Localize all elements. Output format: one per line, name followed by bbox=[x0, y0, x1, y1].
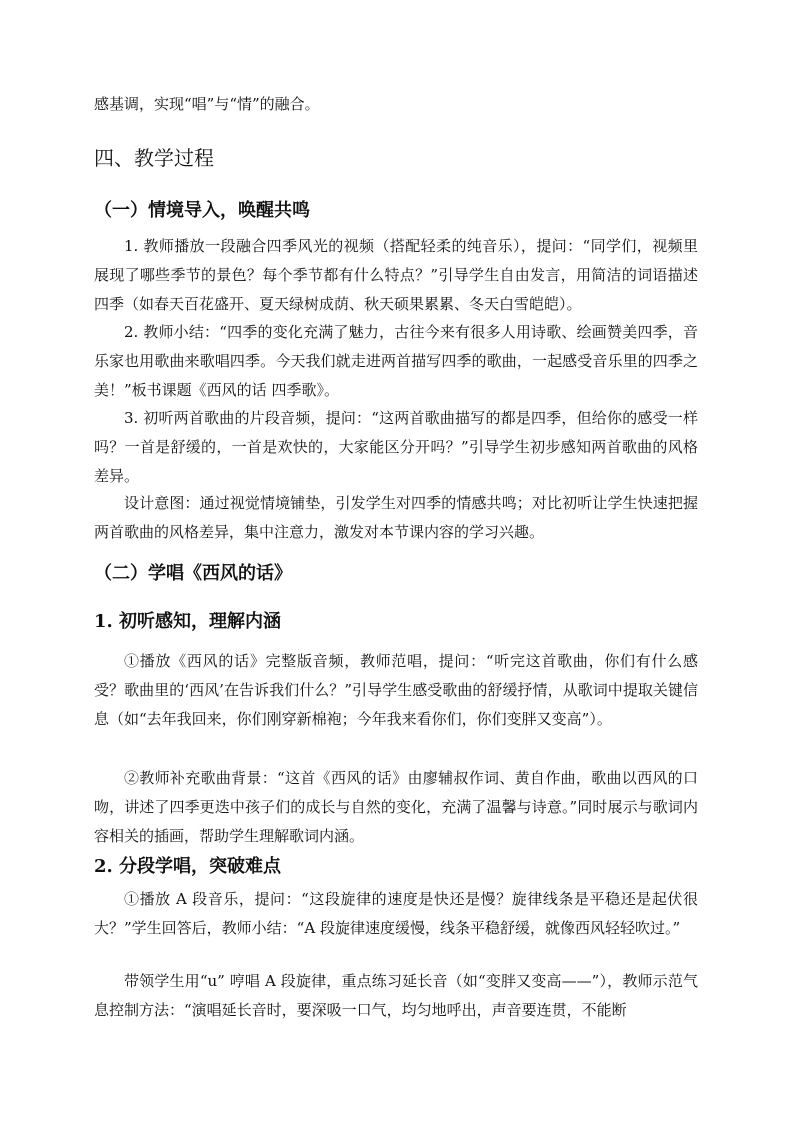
paragraph: 带领学生用“u” 哼唱 A 段旋律，重点练习延长音（如“变胖又变高——”），教师示范气息控制方法：“演唱延长音时，要深吸一口气，均匀地呼出，声音要连贯，不能断 bbox=[94, 972, 698, 1019]
paragraph: 1. 教师播放一段融合四季风光的视频（搭配轻柔的纯音乐），提问：“同学们，视频里展现了哪些季节的景色？每个季节都有什么特点？”引导学生自由发言，用简洁的词语描述四季（如春天百花盛开、夏天绿树成荫、秋天硕果累累、冬天白雪皑皑）。 bbox=[94, 237, 698, 313]
paragraph: ①播放 A 段音乐，提问：“这段旋律的速度是快还是慢？旋律线条是平稳还是起伏很大？”学生回答后，教师小结：“A 段旋律速度缓慢，线条平稳舒缓，就像西风轻轻吹过。” bbox=[94, 890, 698, 937]
subsection-heading: 1. 初听感知，理解内涵 bbox=[94, 611, 282, 632]
paragraph: ①播放《西风的话》完整版音频，教师范唱，提问：“听完这首歌曲，你们有什么感受？歌曲里的‘西风’在告诉我们什么？”引导学生感受歌曲的舒缓抒情，从歌词中提取关键信息（如“去年我回来，你们刚穿新棉袍；今年我来看你们，你们变胖又变高”）。 bbox=[94, 652, 698, 728]
paragraph: ②教师补充歌曲背景：“这首《西风的话》由廖辅叔作词、黄自作曲，歌曲以西风的口吻，讲述了四季更迭中孩子们的成长与自然的变化，充满了温馨与诗意。”同时展示与歌词内容相关的插画，帮助学生理解歌词内涵。 bbox=[94, 769, 698, 845]
part2-heading: （二）学唱《西风的话》 bbox=[94, 563, 292, 584]
paragraph-fragment: 感基调，实现“唱”与“情”的融合。 bbox=[94, 95, 320, 113]
part1-heading: （一）情境导入，唤醒共鸣 bbox=[94, 200, 310, 221]
subsection-heading: 2. 分段学唱，突破难点 bbox=[94, 856, 282, 877]
section-heading: 四、教学过程 bbox=[94, 146, 214, 170]
paragraph: 3. 初听两首歌曲的片段音频，提问：“这两首歌曲描写的都是四季，但给你的感受一样吗？一首是舒缓的，一首是欢快的，大家能区分开吗？”引导学生初步感知两首歌曲的风格差异。 bbox=[94, 409, 698, 485]
paragraph: 2. 教师小结：“四季的变化充满了魅力，古往今来有很多人用诗歌、绘画赞美四季，音乐家也用歌曲来歌唱四季。今天我们就走进两首描写四季的歌曲，一起感受音乐里的四季之美！”板书课题《西风的话 四季歌》。 bbox=[94, 323, 698, 399]
design-intent-paragraph: 设计意图：通过视觉情境铺垫，引发学生对四季的情感共鸣；对比初听让学生快速把握两首歌曲的风格差异，集中注意力，激发对本节课内容的学习兴趣。 bbox=[94, 494, 698, 541]
